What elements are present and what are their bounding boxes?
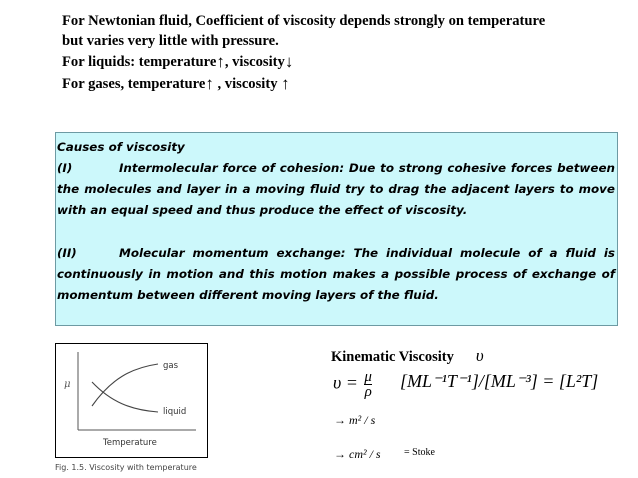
- viscosity-temperature-figure: [55, 343, 208, 458]
- up-arrow-icon: ↑: [281, 73, 290, 93]
- cause-item-2: [57, 243, 615, 306]
- gas-label: gas: [163, 361, 179, 371]
- intro-line-1: For Newtonian fluid, Coefficient of viscosity depends strongly on temperature: [62, 13, 546, 29]
- up-arrow-icon: ↑: [216, 52, 225, 71]
- intro-line-gases: For gases, temperature↑ , viscosity ↑: [62, 73, 290, 93]
- liquid-label: liquid: [163, 407, 187, 417]
- stoke-unit: = Stoke: [404, 447, 435, 458]
- intro-line-2: but varies very little with pressure.: [62, 32, 279, 49]
- equation-lhs: υ =: [333, 372, 358, 393]
- dimension-formula: [ML⁻¹T⁻¹]/[ML⁻³] = [L²T]: [400, 371, 599, 391]
- cause-number: (II): [57, 246, 77, 260]
- mu-axis-symbol: μ: [64, 379, 71, 390]
- figure-caption: Fig. 1.5. Viscosity with temperature: [55, 463, 197, 472]
- kinematic-equation: [333, 370, 374, 399]
- unit-m2-per-s: → m² / s: [334, 413, 376, 427]
- x-axis-label: Temperature: [103, 438, 157, 448]
- denominator: ρ: [364, 384, 372, 400]
- gas-curve: [92, 364, 158, 406]
- kinematic-symbol: υ: [475, 346, 484, 365]
- mu-over-rho: [364, 370, 372, 399]
- numerator: μ: [364, 369, 372, 385]
- intro-text: [62, 12, 622, 94]
- cause-text: Intermolecular force of cohesion: Due to strong cohesive forces between the molecules and layer in a moving fluid try to drag the adjacent layers to move with an equal speed and thus produce the effect of viscosity.: [57, 161, 615, 217]
- causes-heading: Causes of viscosity: [57, 140, 185, 154]
- cause-item-1: [57, 158, 615, 221]
- causes-of-viscosity-box: [55, 132, 618, 326]
- kinematic-viscosity-title: Kinematic Viscosity υ: [331, 346, 484, 365]
- up-arrow-icon: ↑: [205, 73, 214, 93]
- down-arrow-icon: ↓: [284, 52, 294, 71]
- unit-cm2-per-s: → cm² / s: [334, 447, 381, 461]
- intro-line-liquids: For liquids: temperature↑, viscosity↓: [62, 52, 294, 71]
- cause-text: Molecular momentum exchange: The individual molecule of a fluid is continuously in motion and this motion makes a possible process of exchange of momentum between different moving layers of the fluid.: [57, 246, 615, 302]
- liquid-curve: [92, 382, 158, 412]
- cause-number: (I): [57, 161, 73, 175]
